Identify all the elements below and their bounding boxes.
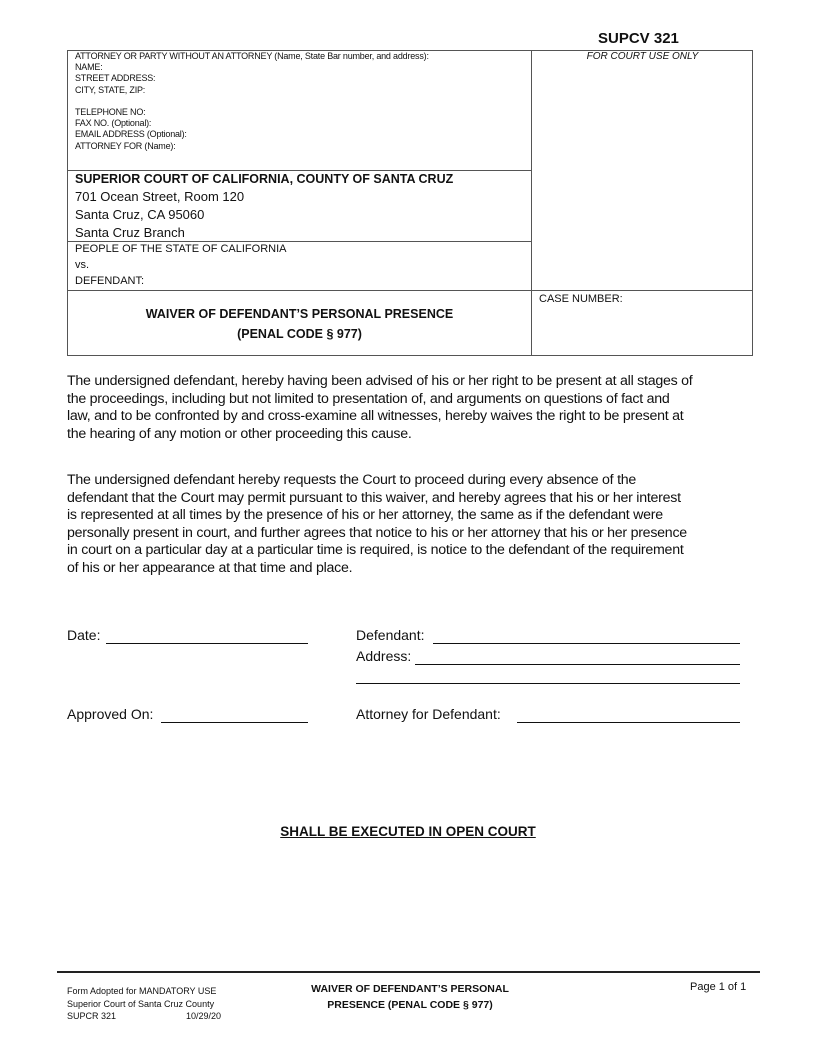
- defendant-signature-field[interactable]: [433, 643, 740, 644]
- footer-title-line: PRESENCE (PENAL CODE § 977): [327, 999, 493, 1011]
- spacer: [75, 96, 429, 107]
- attorney-city-field[interactable]: CITY, STATE, ZIP:: [75, 84, 146, 95]
- attorney-name-field[interactable]: NAME:: [75, 62, 103, 73]
- attorney-signature-field[interactable]: [517, 722, 740, 723]
- footer-text: Form Adopted for MANDATORY USE: [67, 986, 217, 996]
- court-branch: Santa Cruz Branch: [75, 225, 185, 240]
- court-use-label: FOR COURT USE ONLY: [586, 51, 699, 62]
- text-line: defendant that the Court may permit pursuant to this waiver, and hereby agrees that his or her interest: [67, 489, 681, 506]
- approved-on-field[interactable]: [161, 722, 308, 723]
- form-title: [67, 304, 532, 344]
- text-line: is represented at all times by the presence of his or her attorney, the same as if the defendant were: [67, 507, 663, 524]
- address-field-line-2[interactable]: [356, 683, 740, 684]
- notice-wrap: [0, 823, 816, 841]
- footer-title: [290, 981, 530, 1013]
- form-number: SUPCV 321: [598, 30, 679, 47]
- attorney-label: Attorney for Defendant:: [356, 706, 501, 722]
- defendant-label: Defendant:: [356, 627, 425, 643]
- attorney-section: [75, 51, 429, 152]
- attorney-for-field[interactable]: ATTORNEY FOR (Name):: [75, 140, 176, 151]
- text-line: law, and to be confronted by and cross-examine all witnesses, hereby waives the right to be present at: [67, 408, 684, 425]
- case-number-field[interactable]: [532, 306, 752, 354]
- paragraph-1: [67, 373, 692, 443]
- attorney-street-field[interactable]: STREET ADDRESS:: [75, 73, 156, 84]
- text-line: The undersigned defendant hereby requests the Court to proceed during every absence of the: [67, 472, 637, 488]
- footer-form-id: SUPCR 321: [67, 1011, 117, 1021]
- address-label: Address:: [356, 648, 412, 664]
- page-number: Page 1 of 1: [690, 981, 747, 993]
- text-line: the hearing of any motion or other proceeding this cause.: [67, 425, 412, 442]
- text-line: The undersigned defendant, hereby having been advised of his or her right to be present at all stages of: [67, 373, 693, 389]
- text-line: in court on a particular day at a particular time is required, is notice to the defendant of the requirement: [67, 542, 684, 559]
- paragraph-2: [67, 472, 687, 578]
- case-number-label: CASE NUMBER:: [539, 293, 623, 305]
- footer-title-line: WAIVER OF DEFENDANT’S PERSONAL: [311, 983, 509, 995]
- title-line: (PENAL CODE § 977): [237, 327, 362, 341]
- attorney-telephone-field[interactable]: TELEPHONE NO:: [75, 107, 146, 117]
- versus: vs.: [75, 259, 90, 271]
- footer-date: 10/29/20: [186, 1011, 222, 1021]
- attorney-heading: ATTORNEY OR PARTY WITHOUT AN ATTORNEY (Name, State Bar number, and address):: [75, 51, 429, 61]
- text-line: personally present in court, and further agrees that notice to his or her attorney that his or her presence: [67, 524, 687, 541]
- title-line: WAIVER OF DEFENDANT’S PERSONAL PRESENCE: [145, 307, 454, 321]
- address-field[interactable]: [415, 664, 740, 665]
- approved-on-label: Approved On:: [67, 706, 154, 722]
- text-line: the proceedings, including but not limited to presentation of, and arguments on questions of fact and: [67, 390, 670, 407]
- court-section: [75, 170, 453, 242]
- attorney-email-field[interactable]: EMAIL ADDRESS (Optional):: [75, 129, 187, 140]
- parties-section: [75, 241, 286, 289]
- divider: [67, 290, 753, 291]
- date-label: Date:: [67, 627, 101, 643]
- court-name: SUPERIOR COURT OF CALIFORNIA, COUNTY OF SANTA CRUZ: [75, 172, 454, 186]
- attorney-fax-field[interactable]: FAX NO. (Optional):: [75, 118, 152, 129]
- text-line: of his or her appearance at that time and place.: [67, 559, 353, 576]
- footer-text: Superior Court of Santa Cruz County: [67, 998, 215, 1009]
- plaintiff: PEOPLE OF THE STATE OF CALIFORNIA: [75, 243, 287, 255]
- footer-rule: [57, 971, 760, 973]
- court-address-line: Santa Cruz, CA 95060: [75, 207, 205, 222]
- court-address-line: 701 Ocean Street, Room 120: [75, 189, 245, 204]
- date-field[interactable]: [106, 643, 308, 644]
- defendant-field[interactable]: DEFENDANT:: [75, 275, 145, 287]
- open-court-notice: SHALL BE EXECUTED IN OPEN COURT: [280, 824, 536, 839]
